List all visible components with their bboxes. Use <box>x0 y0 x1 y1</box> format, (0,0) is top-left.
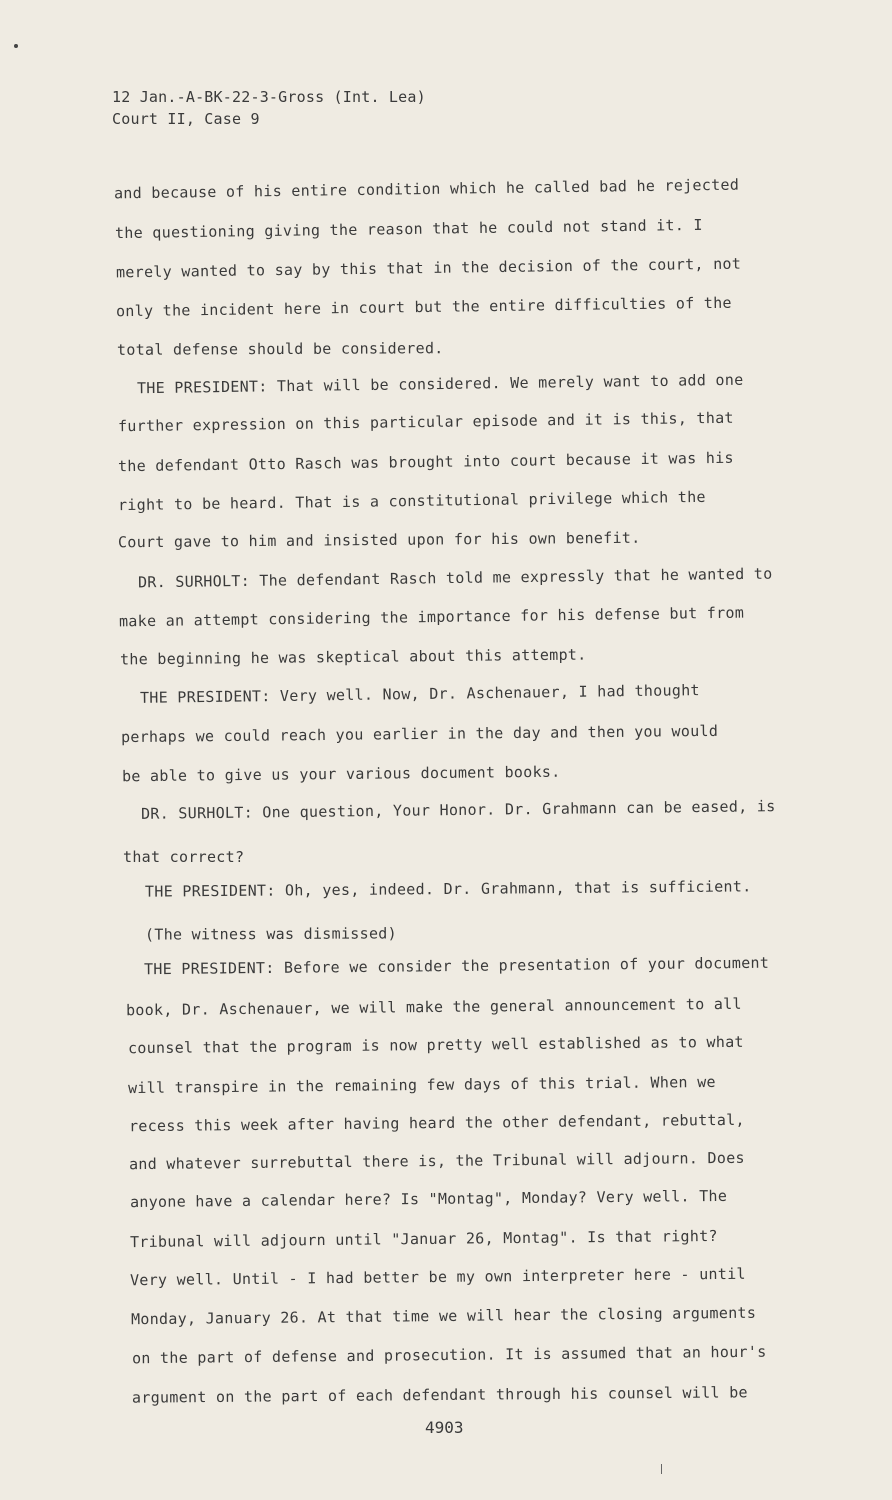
text-line: Court gave to him and insisted upon for his own benefit. <box>117 528 641 552</box>
text-line: book, Dr. Aschenauer, we will make the general announcement to all <box>125 994 742 1020</box>
text-line: Tribunal will adjourn until "Januar 26, Montag". Is that right? <box>129 1226 718 1252</box>
text-line: DR. SURHOLT: The defendant Rasch told me expressly that he wanted to <box>137 564 773 592</box>
text-line: only the incident here in court but the entire difficulties of the <box>115 293 732 321</box>
document-header <box>112 86 426 130</box>
text-line: make an attempt considering the importance for his defense but from <box>118 603 745 631</box>
text-line: recess this week after having heard the other defendant, rebuttal, <box>128 1110 745 1136</box>
text-line: perhaps we could reach you earlier in the day and then you would <box>120 721 719 747</box>
text-line: right to be heard. That is a constitutional privilege which the <box>117 487 706 515</box>
text-line: on the part of defense and prosecution. It is assumed that an hour's <box>131 1342 767 1368</box>
text-line: the questioning giving the reason that he could not stand it. I <box>114 215 703 243</box>
text-line: THE PRESIDENT: That will be considered. We merely want to add one <box>136 370 744 398</box>
text-line: counsel that the program is now pretty well established as to what <box>127 1032 744 1058</box>
text-line: further expression on this particular episode and it is this, that <box>117 408 734 436</box>
header-session-line: 12 Jan.-A-BK-22-3-Gross (Int. Lea) <box>112 88 426 106</box>
text-line: the defendant Otto Rasch was brought into court because it was his <box>117 448 734 476</box>
margin-mark <box>661 1464 662 1474</box>
text-line: argument on the part of each defendant through his counsel will be <box>131 1383 748 1407</box>
text-line: will transpire in the remaining few days of this trial. When we <box>127 1072 716 1098</box>
page-number: 4903 <box>425 1418 464 1437</box>
text-line: total defense should be considered. <box>116 339 444 359</box>
margin-dot <box>14 44 18 48</box>
text-line: DR. SURHOLT: One question, Your Honor. Dr. Grahmann can be eased, is <box>140 797 776 823</box>
text-line: THE PRESIDENT: Oh, yes, indeed. Dr. Grahmann, that is sufficient. <box>144 877 752 901</box>
text-line: THE PRESIDENT: Before we consider the presentation of your document <box>143 953 770 979</box>
text-line: and whatever surrebuttal there is, the Tribunal will adjourn. Does <box>128 1148 745 1174</box>
text-line: THE PRESIDENT: Very well. Now, Dr. Aschenauer, I had thought <box>139 681 700 707</box>
header-court-line: Court II, Case 9 <box>112 110 260 128</box>
text-line: that correct? <box>123 848 245 866</box>
text-line: (The witness was dismissed) <box>144 924 397 944</box>
text-line: be able to give us your various document books. <box>121 762 561 786</box>
text-line: Monday, January 26. At that time we will hear the closing arguments <box>130 1303 757 1329</box>
text-line: and because of his entire condition which he called bad he rejected <box>113 175 740 203</box>
text-line: Very well. Until - I had better be my own interpreter here - until <box>129 1264 746 1290</box>
text-line: anyone have a calendar here? Is "Montag", Monday? Very well. The <box>129 1186 728 1212</box>
text-line: the beginning he was skeptical about this attempt. <box>119 645 587 669</box>
text-line: merely wanted to say by this that in the decision of the court, not <box>115 254 742 282</box>
